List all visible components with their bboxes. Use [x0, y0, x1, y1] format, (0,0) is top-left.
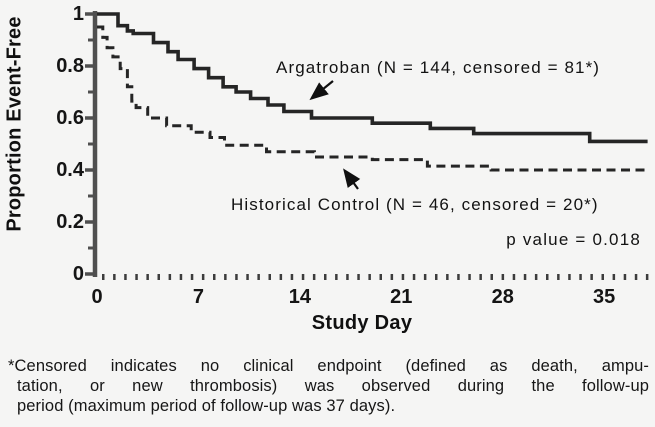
- x-axis-title: Study Day: [311, 312, 413, 334]
- footnote-line-1: *Censored indicates no clinical endpoint (defined as death, ampu-: [8, 357, 649, 375]
- x-tick-label: 21: [390, 286, 413, 308]
- y-axis-title: Proportion Event-Free: [3, 16, 26, 232]
- x-tick-label: 35: [593, 286, 616, 308]
- historical-control-series-label: Historical Control (N = 46, censored = 20*): [231, 195, 599, 214]
- y-tick-label: 0.6: [56, 107, 84, 129]
- x-tick-label: 14: [288, 286, 311, 308]
- footnote-line-3: period (maximum period of follow-up was 37 days).: [17, 397, 396, 415]
- historical-control-label-arrow: [345, 171, 358, 189]
- historical-control-curve: [97, 27, 648, 170]
- censored-footnote: [8, 356, 649, 416]
- y-tick-label: 0.8: [56, 55, 84, 77]
- argatroban-series-label: Argatroban (N = 144, censored = 81*): [276, 58, 601, 77]
- argatroban-label-arrow: [312, 81, 333, 98]
- y-tick-label: 0.4: [56, 159, 84, 181]
- y-tick-label: 0.2: [56, 211, 84, 233]
- footnote-line-2: tation, or new thrombosis) was observed during the follow-up: [17, 377, 649, 395]
- p-value-label: p value = 0.018: [506, 230, 641, 249]
- y-tick-label: 0: [72, 263, 84, 285]
- x-tick-label: 28: [491, 286, 514, 308]
- x-tick-label: 7: [192, 286, 204, 308]
- x-tick-label: 0: [91, 286, 103, 308]
- y-tick-label: 1: [72, 3, 84, 25]
